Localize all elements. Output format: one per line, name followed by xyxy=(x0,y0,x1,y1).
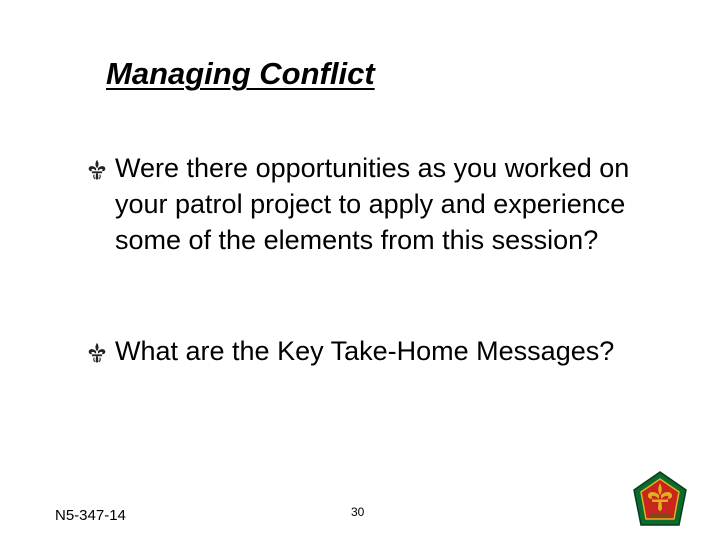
slide-title: Managing Conflict xyxy=(106,56,375,91)
bullet-item-2 xyxy=(86,333,686,369)
bullet-item-1 xyxy=(86,150,686,258)
bullet-text-2: What are the Key Take-Home Messages? xyxy=(115,336,615,366)
bullet-text-1: Were there opportunities as you worked on your patrol project to apply and experience some of the elements from this session? xyxy=(115,153,630,255)
wood-badge-logo-icon xyxy=(633,471,687,527)
fleur-de-lis-icon xyxy=(86,159,108,181)
slide-code: N5-347-14 xyxy=(55,507,126,524)
fleur-de-lis-icon xyxy=(86,342,108,364)
page-number: 30 xyxy=(351,505,365,519)
